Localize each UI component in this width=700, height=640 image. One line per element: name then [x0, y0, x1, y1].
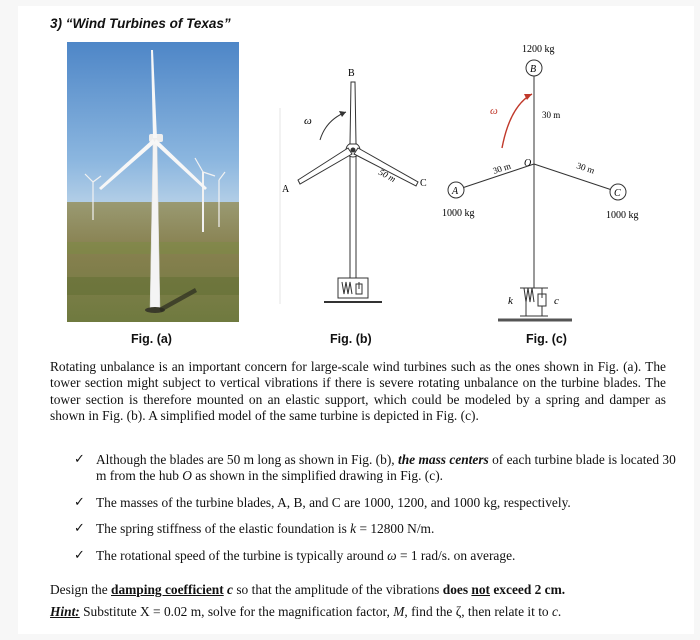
given-list: [66, 452, 676, 564]
caption-fig-a: Fig. (a): [131, 332, 172, 346]
spring-k-label: k: [508, 295, 513, 307]
list-item: ✓ The rotational speed of the turbine is typically around ω = 1 rad/s. on average.: [74, 547, 516, 563]
label-c-right: C: [420, 178, 427, 189]
list-item: ✓ The masses of the turbine blades, A, B, and C are 1000, 1200, and 1000 kg, respectively.: [74, 494, 571, 510]
node-a: A: [452, 186, 459, 197]
caption-fig-b: Fig. (b): [330, 332, 372, 346]
check-icon: ✓: [74, 494, 85, 510]
dist-right-label: 30 m: [575, 160, 596, 176]
label-b-top: B: [348, 68, 355, 79]
hint-label: Hint:: [50, 604, 80, 619]
node-c: C: [614, 188, 621, 199]
check-icon: ✓: [74, 547, 85, 563]
damping-coefficient-term: damping coefficient: [111, 582, 224, 597]
damper-c-label: c: [554, 295, 559, 307]
list-item: ✓ The spring stiffness of the elastic foundation is k = 12800 N/m.: [74, 521, 435, 537]
list-item: ✓ Although the blades are 50 m long as shown in Fig. (b), the mass centers of each turbine blade is located 30 m from the hub O as shown in the simplified drawing in Fig. (c).: [74, 452, 676, 484]
label-a-left: A: [282, 184, 290, 195]
mass-centers-emphasis: the mass centers: [398, 452, 489, 467]
wind-turbine-photo: [67, 42, 239, 322]
problem-page: [18, 6, 694, 634]
design-statement: Design the damping coefficient c so that the amplitude of the vibrations does not exceed 2 cm.: [50, 582, 566, 597]
spring-c-icon: [524, 288, 534, 302]
omega-label-c: ω: [490, 105, 498, 117]
problem-paragraph: Rotating unbalance is an important concern for large-scale wind turbines such as the ones shown in Fig. (a). The tower section might subject to vertical vibrations if there is severe rotating unbalance on the turbine blades. The tower section is therefore mounted on an elastic support, which could be modeled by a spring and damper as shown in Fig. (b). A simplified model of the same turbine is depicted in Fig. (c).: [50, 359, 666, 424]
check-icon: ✓: [74, 521, 85, 537]
caption-fig-c: Fig. (c): [526, 332, 567, 346]
dist-top-label: 30 m: [542, 110, 561, 120]
check-icon: ✓: [74, 452, 85, 467]
mass-a-label: 1000 kg: [442, 208, 475, 219]
figure-b-diagram: [268, 46, 438, 321]
blade-length-label: 50 m: [377, 166, 398, 185]
hub-o-label: O: [524, 158, 532, 169]
hint-statement: Hint: Substitute X = 0.02 m, solve for the magnification factor, M, find the ζ, then relate it to c.: [50, 604, 562, 619]
rotation-arrow-icon: [502, 94, 532, 148]
mass-c-label: 1000 kg: [606, 210, 639, 221]
dist-left-label: 30 m: [491, 160, 512, 176]
mass-b-label: 1200 kg: [522, 44, 555, 55]
node-b: B: [530, 64, 537, 75]
problem-title: 3) “Wind Turbines of Texas”: [50, 16, 231, 31]
figure-c-diagram: [436, 36, 656, 331]
omega-label-b: ω: [304, 115, 312, 127]
